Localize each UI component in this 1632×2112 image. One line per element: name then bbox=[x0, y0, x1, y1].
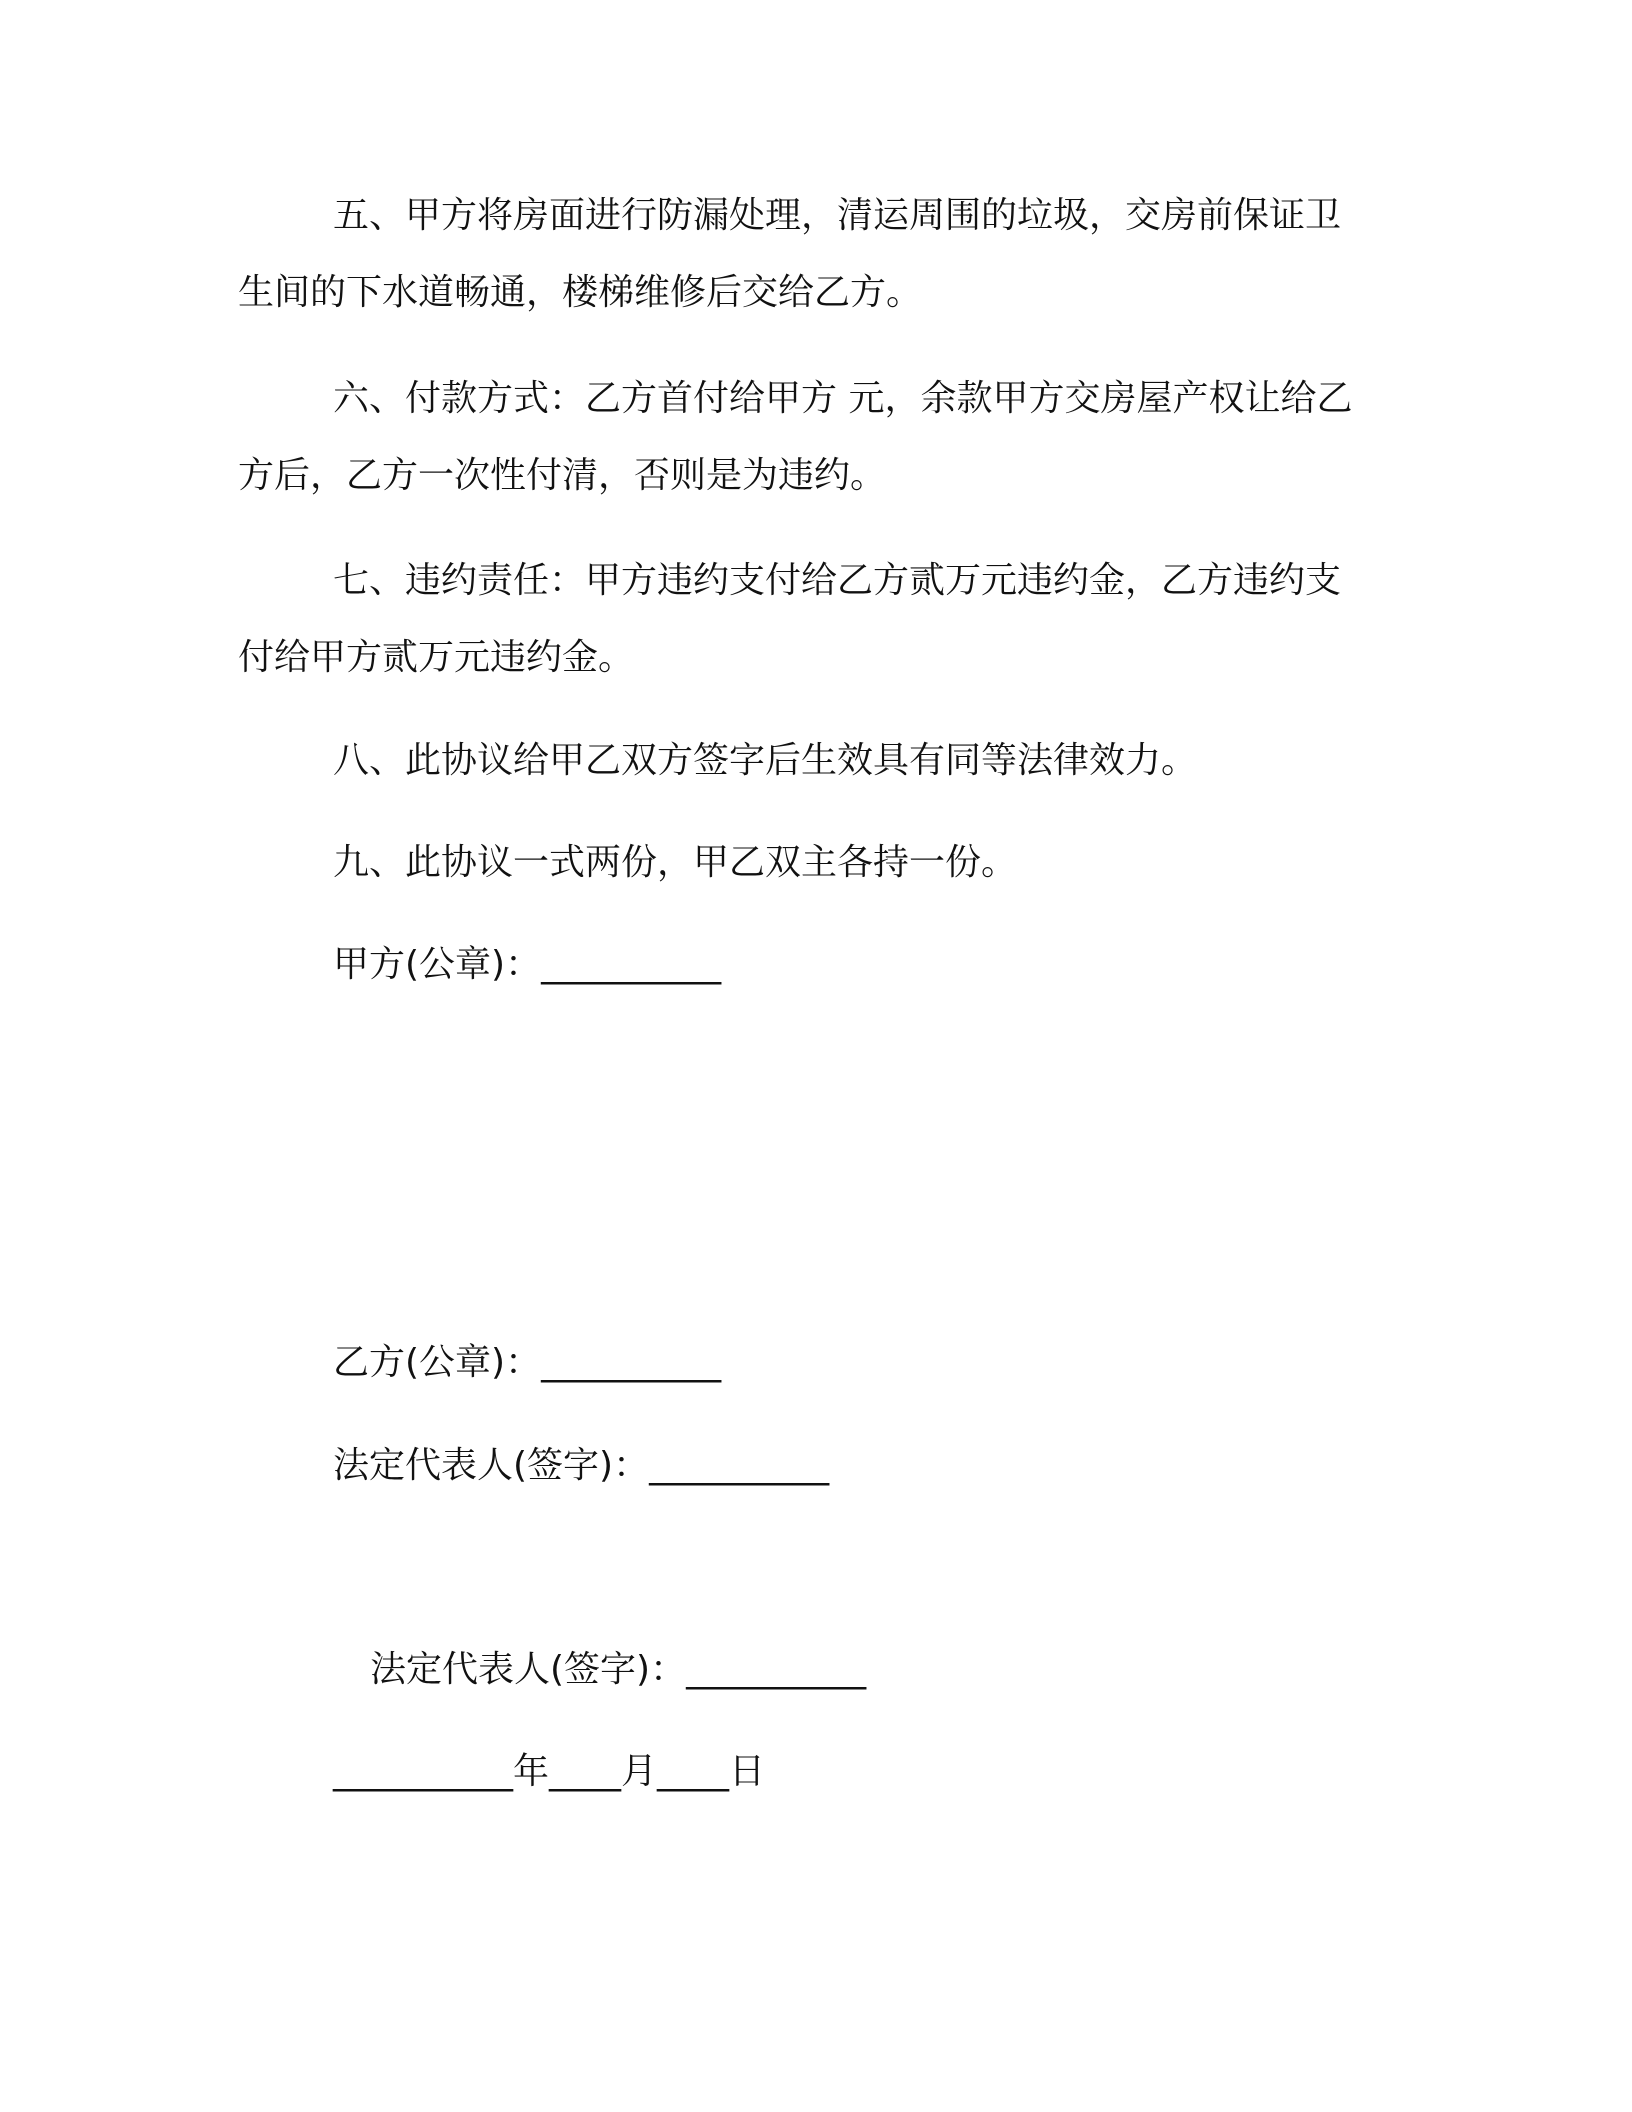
clause-8 bbox=[333, 741, 1197, 781]
clause-9 bbox=[333, 843, 1017, 883]
date-text: __________年____月____日 bbox=[333, 1751, 765, 1792]
clause-7-line-1 bbox=[333, 561, 1370, 601]
legal-rep-2-line bbox=[370, 1650, 866, 1690]
clause-7-line-2 bbox=[238, 638, 634, 678]
party-a-seal-line bbox=[333, 945, 721, 985]
legal-rep-2-text: 法定代表人(签字)：__________ bbox=[370, 1649, 867, 1690]
clause-6-text-2: 方后，乙方一次性付清，否则是为违约。 bbox=[238, 455, 887, 496]
clause-9-text: 九、此协议一式两份，甲乙双主各持一份。 bbox=[333, 842, 1018, 883]
party-a-seal-text: 甲方(公章)：__________ bbox=[333, 944, 722, 985]
clause-7-text-2: 付给甲方贰万元违约金。 bbox=[238, 637, 635, 678]
party-b-seal-line bbox=[333, 1343, 721, 1383]
legal-rep-1-text: 法定代表人(签字)：__________ bbox=[333, 1445, 830, 1486]
clause-6-line-2 bbox=[238, 456, 886, 496]
clause-5-text-1: 五、甲方将房面进行防漏处理，清运周围的垃圾，交房前保证卫 bbox=[333, 195, 1342, 236]
clause-6-text-1: 六、付款方式：乙方首付给甲方 元，余款甲方交房屋产权让给乙 bbox=[333, 378, 1353, 419]
date-line bbox=[333, 1752, 765, 1792]
clause-5-line-1 bbox=[333, 196, 1370, 236]
clause-6-line-1 bbox=[333, 379, 1370, 419]
legal-rep-1-line bbox=[333, 1446, 829, 1486]
clause-7-text-1: 七、违约责任：甲方违约支付给乙方贰万元违约金，乙方违约支 bbox=[333, 560, 1342, 601]
party-b-seal-text: 乙方(公章)：__________ bbox=[333, 1342, 722, 1383]
clause-8-text: 八、此协议给甲乙双方签字后生效具有同等法律效力。 bbox=[333, 740, 1198, 781]
clause-5-line-2 bbox=[238, 273, 922, 313]
clause-5-text-2: 生间的下水道畅通，楼梯维修后交给乙方。 bbox=[238, 272, 923, 313]
